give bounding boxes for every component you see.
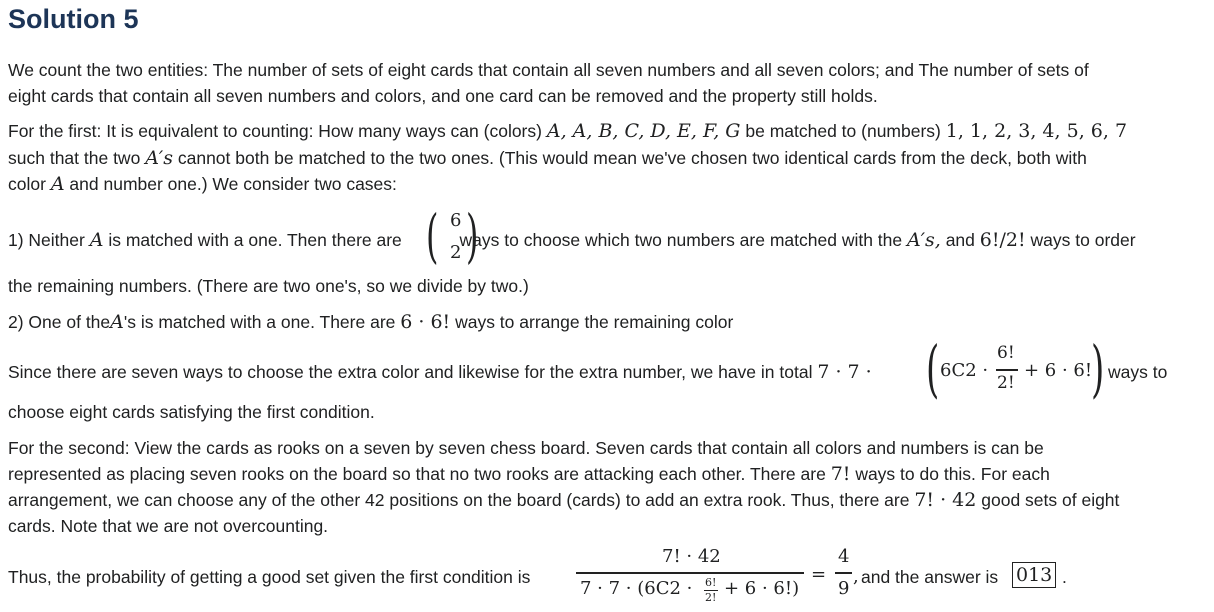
first-count-line-3: [8, 171, 397, 197]
text: ways to do this. For each: [855, 464, 1050, 484]
text: ways to arrange the remaining color: [455, 312, 734, 332]
frac-denominator-b: + 6 · 6!): [724, 578, 800, 599]
text: good sets of eight: [981, 490, 1120, 510]
math-expression: 6 · 6!: [400, 311, 451, 333]
intro-line-1: We count the two entities: The number of sets of eight cards that contain all seven numbers and all seven colors; and The number of sets of: [8, 60, 1089, 80]
text: For the first: It is equivalent to counting: How many ways can (colors): [8, 121, 542, 141]
text: represented as placing seven rooks on the board so that no two rooks are attacking each other. There are: [8, 464, 826, 484]
numbers-list: 1, 1, 2, 3, 4, 5, 6, 7: [945, 120, 1128, 142]
math-as: A′s,: [907, 229, 941, 251]
frac2-numerator: 4: [838, 546, 850, 567]
binom-bottom: 2: [450, 242, 462, 263]
frac-numerator: 6!: [997, 343, 1015, 363]
text: 2) One of the: [8, 312, 111, 332]
math-as: A′s: [145, 147, 173, 169]
math-a: A: [89, 229, 104, 251]
text: and number one.) We consider two cases:: [69, 174, 397, 194]
right-paren: ): [466, 202, 479, 270]
equals-sign: =: [811, 564, 827, 585]
text: color: [8, 174, 46, 194]
fraction-bar: [835, 572, 852, 574]
text: Since there are seven ways to choose the extra color and likewise for the extra number, we have in total: [8, 362, 813, 382]
frac-denominator-a: 7 · 7 · (6C2 ·: [580, 578, 693, 599]
text: such that the two: [8, 148, 141, 168]
fraction-bar: [576, 572, 804, 574]
math-a: A: [50, 173, 65, 195]
case-1-line-1: [8, 227, 1136, 253]
frac2-denominator: 9: [838, 578, 850, 599]
frac-denominator: 2!: [997, 373, 1015, 393]
math-factorial-ratio: 6!/2!: [979, 229, 1026, 251]
second-count-line-1: For the second: View the cards as rooks on a seven by seven chess board. Seven cards that contain all colors and numbers is can be: [8, 438, 1044, 458]
frac-numerator: 7! · 42: [662, 546, 721, 567]
left-paren: (: [426, 202, 439, 270]
right-paren: ): [1091, 332, 1105, 405]
case-1-line-2: the remaining numbers. (There are two one's, so we divide by two.): [8, 276, 529, 296]
math-expression: 7 · 7 ·: [817, 361, 872, 383]
first-count-line-2: [8, 145, 1087, 171]
final-line-end: and the answer is: [861, 567, 999, 587]
math-expression: 6C2 ·: [940, 360, 989, 381]
text: ways to choose which two numbers are matched with the: [459, 230, 903, 250]
text: cannot both be matched to the two ones. (This would mean we've chosen two identical cards from the deck, both with: [177, 148, 1087, 168]
colors-list: A, A, B, C, D, E, F, G: [546, 120, 741, 142]
text: ways to order: [1030, 230, 1136, 250]
text: and: [945, 230, 975, 250]
answer-box: 013: [1012, 562, 1056, 588]
second-count-line-2: [8, 461, 1050, 487]
text: 1) Neither: [8, 230, 85, 250]
math-expression: 7! · 42: [914, 489, 977, 511]
text: is matched with a one. Then there are: [108, 230, 402, 250]
left-paren: (: [926, 332, 940, 405]
math-expression: 7!: [830, 463, 851, 485]
text: 's is matched with a one. There are: [123, 312, 396, 332]
fraction-bar: [996, 369, 1018, 371]
comma: ,: [853, 566, 859, 587]
final-line-text: Thus, the probability of getting a good set given the first condition is: [8, 567, 531, 587]
final-period: .: [1062, 567, 1067, 587]
math-a: A: [110, 311, 124, 333]
second-count-line-4: cards. Note that we are not overcounting.: [8, 516, 329, 536]
since-line-1-end: ways to: [1108, 362, 1168, 382]
since-line-1: [8, 359, 872, 385]
small-frac-denominator: 2!: [705, 591, 717, 604]
math-expression: + 6 · 6!: [1024, 360, 1093, 381]
case-2-line: [8, 309, 733, 335]
text: be matched to (numbers): [745, 121, 941, 141]
small-frac-numerator: 6!: [705, 576, 717, 589]
first-count-line-1: [8, 118, 1127, 144]
binom-top: 6: [450, 210, 462, 231]
second-count-line-3: [8, 487, 1119, 513]
text: arrangement, we can choose any of the other 42 positions on the board (cards) to add an extra rook. Thus, there are: [8, 490, 910, 510]
intro-line-2: eight cards that contain all seven numbers and colors, and one card can be removed and the property still holds.: [8, 86, 878, 106]
page-title: Solution 5: [8, 4, 139, 34]
since-line-2: choose eight cards satisfying the first condition.: [8, 402, 375, 422]
